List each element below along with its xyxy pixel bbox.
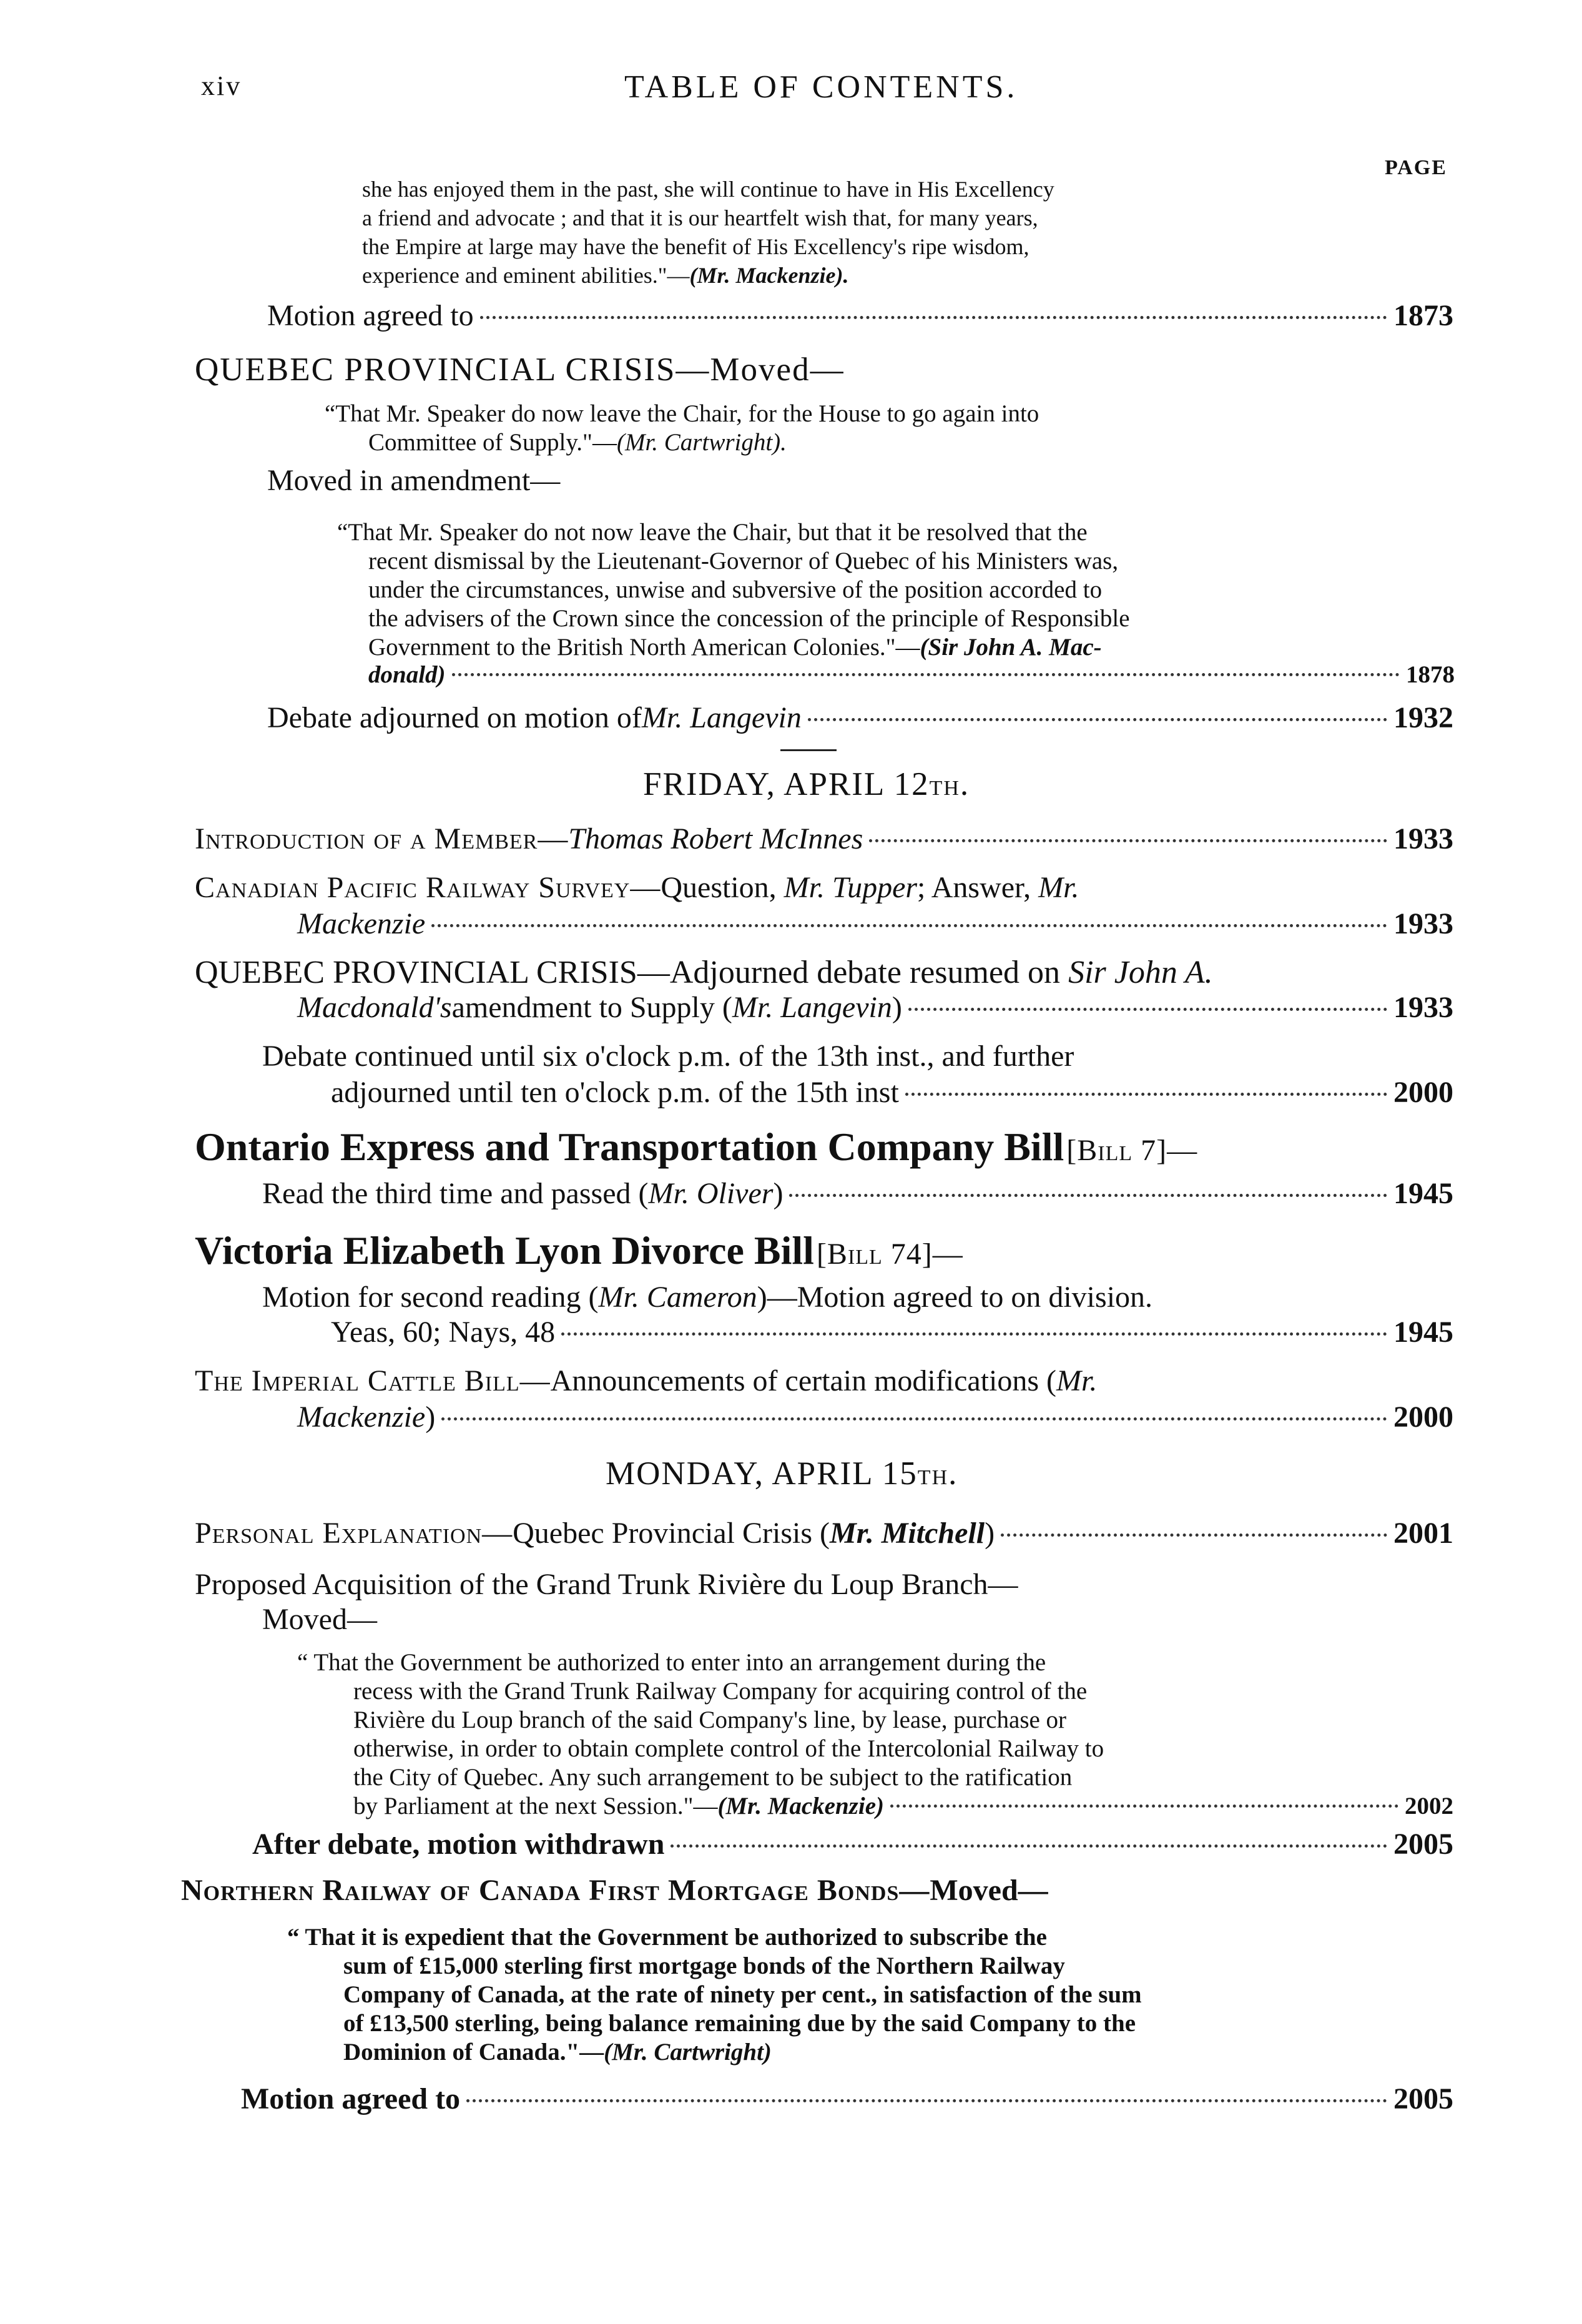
bill-title: Victoria Elizabeth Lyon Divorce Bill [Bill 74]— — [195, 1228, 963, 1273]
quote-line: she has enjoyed them in the past, she will continue to have in His Excellency — [362, 177, 1054, 202]
day-heading: MONDAY, APRIL 15TH. — [606, 1455, 958, 1492]
toc-entry: Debate adjourned on motion of Mr. Langevin 1932 — [267, 701, 1453, 734]
toc-entry: Personal Explanation— Quebec Provincial Crisis ( Mr. Mitchell ) 2001 — [195, 1517, 1453, 1550]
toc-entry: Canadian Pacific Railway Survey—Question, Mr. Tupper; Answer, Mr. — [195, 871, 1079, 904]
page-title: TABLE OF CONTENTS. — [624, 69, 1018, 105]
quote-line: recent dismissal by the Lieutenant-Governor of Quebec of his Ministers was, — [368, 548, 1119, 574]
quote-line: Company of Canada, at the rate of ninety per cent., in satisfaction of the sum — [343, 1981, 1142, 2008]
quote-line: “That Mr. Speaker do now leave the Chair, for the House to go again into — [325, 400, 1039, 427]
day-heading: FRIDAY, APRIL 12TH. — [643, 766, 970, 802]
quote-line: otherwise, in order to obtain complete control of the Intercolonial Railway to — [353, 1735, 1104, 1762]
quote-line: “ That the Government be authorized to enter into an arrangement during the — [297, 1649, 1046, 1676]
quote-line: “ That it is expedient that the Government be authorized to subscribe the — [287, 1924, 1047, 1951]
quote-line: a friend and advocate ; and that it is our heartfelt wish that, for many years, — [362, 205, 1038, 230]
quote-line: sum of £15,000 sterling first mortgage bonds of the Northern Railway — [343, 1952, 1065, 1979]
quote-line: the City of Quebec. Any such arrangement to be subject to the ratification — [353, 1764, 1073, 1791]
divider — [780, 749, 837, 751]
toc-entry-cont: Macdonald's amendment to Supply ( Mr. Langevin ) 1933 — [297, 991, 1453, 1024]
quote-line: experience and eminent abilities."—(Mr. Mackenzie). — [362, 263, 849, 288]
toc-subentry-cont: adjourned until ten o'clock p.m. of the 15th inst 2000 — [331, 1076, 1453, 1109]
quote-line: Rivière du Loup branch of the said Company's line, by lease, purchase or — [353, 1706, 1067, 1733]
quote-line: the advisers of the Crown since the concession of the principle of Responsible — [368, 605, 1130, 632]
bill-title: Ontario Express and Transportation Company Bill [Bill 7]— — [195, 1125, 1198, 1169]
toc-entry: The Imperial Cattle Bill—Announcements of certain modifications (Mr. — [195, 1364, 1098, 1397]
quote-line: of £13,500 sterling, being balance remaining due by the said Company to the — [343, 2010, 1136, 2037]
toc-entry: Motion agreed to 1873 — [267, 299, 1453, 332]
toc-entry: Motion agreed to 2005 — [241, 2082, 1453, 2115]
section-heading: QUEBEC PROVINCIAL CRISIS—Moved— — [195, 352, 845, 388]
page-number: xiv — [201, 71, 242, 101]
quote-line: Government to the British North American Colonies."—(Sir John A. Mac- — [368, 634, 1102, 661]
toc-entry: Motion for second reading (Mr. Cameron)—Motion agreed to on division. — [262, 1281, 1153, 1314]
toc-entry: Proposed Acquisition of the Grand Trunk Rivière du Loup Branch— — [195, 1568, 1018, 1601]
quote-line: Committee of Supply."—(Mr. Cartwright). — [368, 429, 787, 456]
toc-entry: donald) 1878 — [368, 661, 1455, 688]
toc-entry-cont: Moved— — [262, 1603, 377, 1636]
toc-entry: After debate, motion withdrawn 2005 — [252, 1828, 1453, 1861]
toc-entry-cont: Yeas, 60; Nays, 48 1945 — [331, 1316, 1453, 1349]
page-column-label: PAGE — [1385, 156, 1447, 179]
toc-entry: Read the third time and passed ( Mr. Oliver ) 1945 — [262, 1177, 1453, 1210]
toc-entry: by Parliament at the next Session."— (Mr. Mackenzie) 2002 — [353, 1793, 1453, 1819]
quote-line: Dominion of Canada."—(Mr. Cartwright) — [343, 2039, 772, 2066]
toc-entry-cont: Mackenzie 1933 — [297, 907, 1453, 940]
toc-entry: Northern Railway of Canada First Mortgage Bonds—Moved— — [181, 1874, 1048, 1907]
quote-line: “That Mr. Speaker do not now leave the Chair, but that it be resolved that the — [337, 519, 1088, 546]
toc-entry: QUEBEC PROVINCIAL CRISIS—Adjourned debate resumed on Sir John A. — [195, 955, 1213, 990]
quote-line: recess with the Grand Trunk Railway Company for acquiring control of the — [353, 1678, 1088, 1705]
subheading: Moved in amendment— — [267, 464, 561, 497]
quote-line: under the circumstances, unwise and subversive of the position accorded to — [368, 576, 1103, 603]
quote-line: the Empire at large may have the benefit of His Excellency's ripe wisdom, — [362, 234, 1029, 259]
toc-entry-cont: Mackenzie ) 2000 — [297, 1401, 1453, 1434]
toc-entry: Introduction of a Member— Thomas Robert McInnes 1933 — [195, 822, 1453, 855]
toc-subentry: Debate continued until six o'clock p.m. of the 13th inst., and further — [262, 1040, 1074, 1073]
